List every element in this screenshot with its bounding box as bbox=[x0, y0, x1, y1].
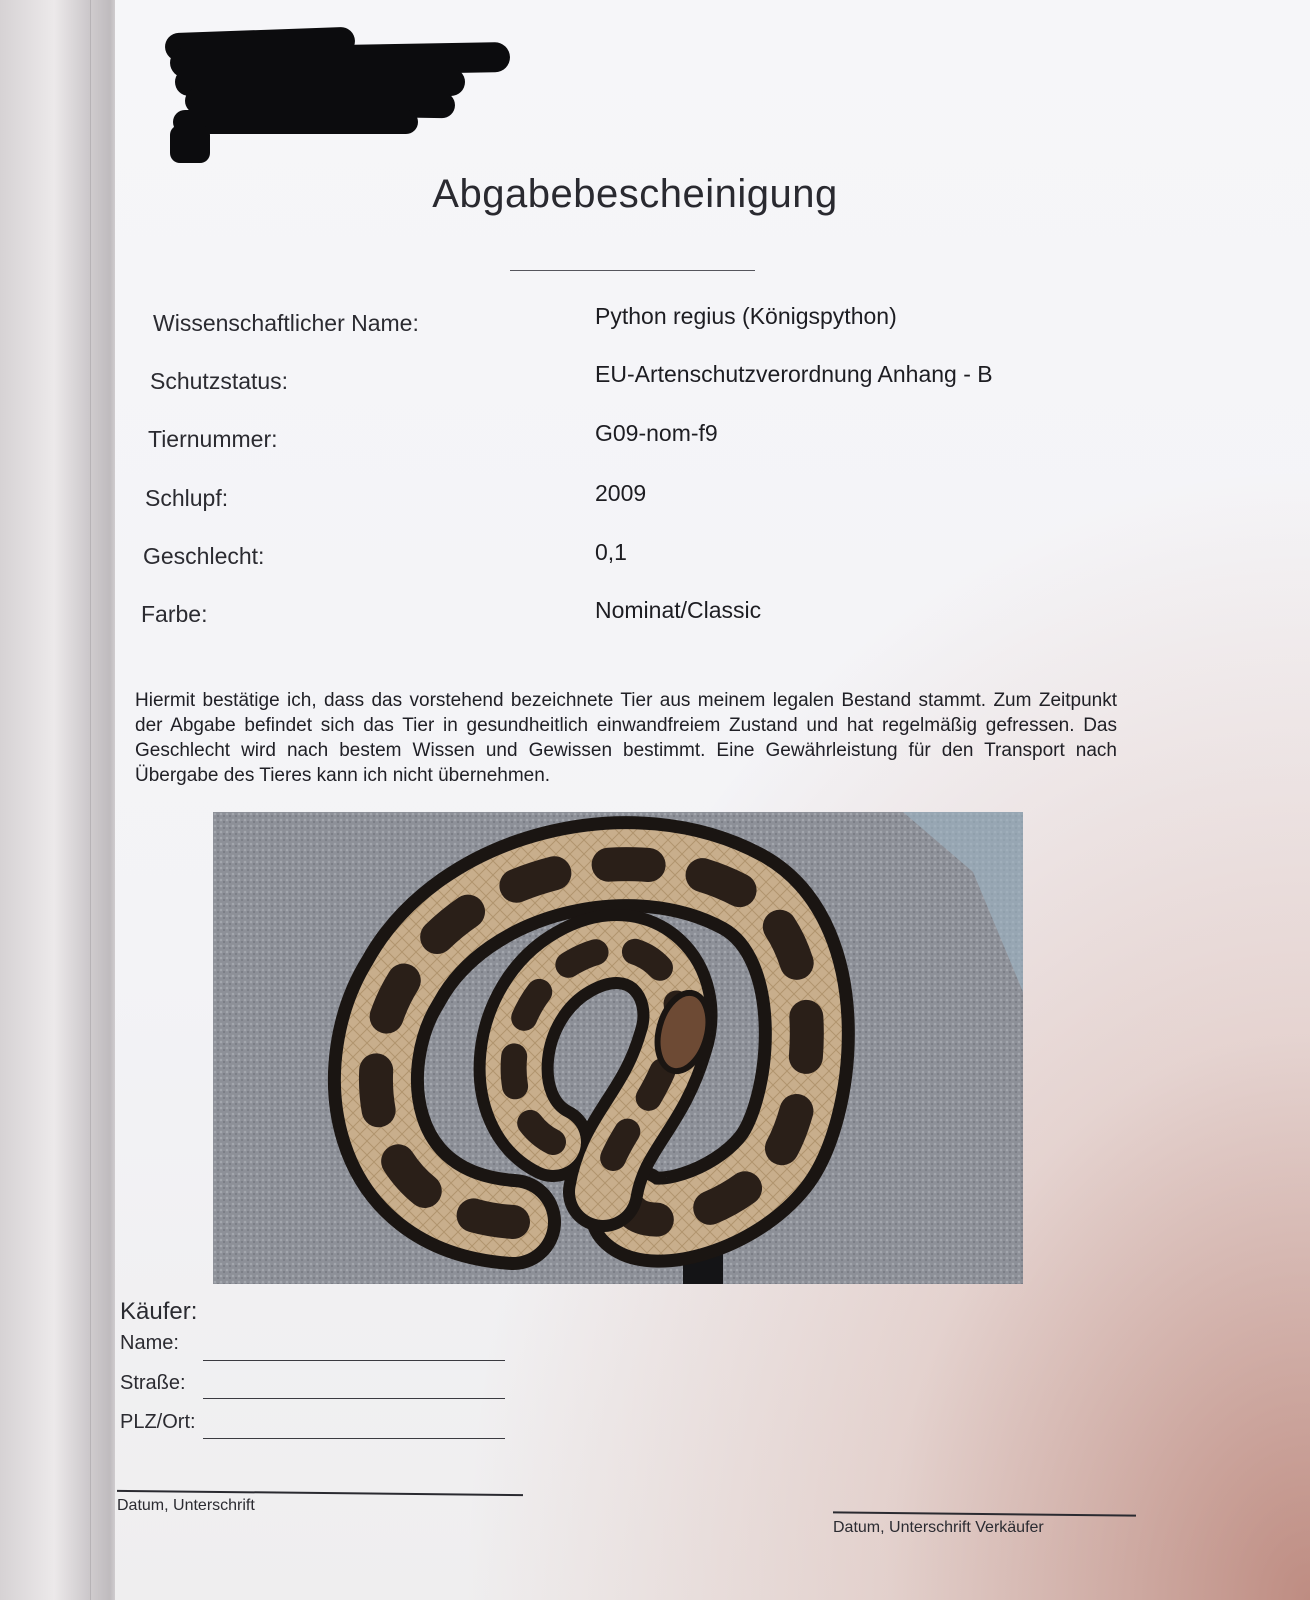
field-label-animal-number: Tiernummer: bbox=[148, 426, 278, 452]
field-value-protection-status: EU-Artenschutzverordnung Anhang - B bbox=[595, 361, 993, 387]
underlying-page bbox=[0, 0, 91, 1600]
field-label-color: Farbe: bbox=[141, 601, 208, 627]
certificate-page bbox=[115, 0, 1310, 1600]
field-label-protection-status: Schutzstatus: bbox=[150, 368, 289, 394]
declaration-paragraph: Hiermit bestätige ich, dass das vorstehend bezeichnete Tier aus meinem legalen Bestand stammt. Zum Zeitpunkt der Abgabe befindet sich das Tier in gesundheitlich einwandfreiem Zustand und hat regelmäßig gefressen. Das Geschlecht wird nach bestem Wissen und Gewissen bestimmt. Eine Gewährleistung für den Transport nach Übergabe des Tieres kann ich nicht übernehmen. bbox=[135, 690, 1117, 786]
field-value-sex: 0,1 bbox=[595, 539, 627, 565]
field-value-hatch: 2009 bbox=[595, 480, 647, 506]
buyer-street-label: Straße: bbox=[120, 1372, 186, 1394]
field-value-scientific-name: Python regius (Königspython) bbox=[595, 303, 897, 329]
buyer-city-label: PLZ/Ort: bbox=[120, 1411, 196, 1433]
buyer-signature-label: Datum, Unterschrift bbox=[117, 1497, 255, 1514]
field-value-animal-number: G09-nom-f9 bbox=[595, 420, 718, 446]
snake-photo bbox=[213, 812, 1023, 1284]
title-divider bbox=[510, 270, 755, 271]
field-label-hatch: Schlupf: bbox=[145, 485, 229, 511]
buyer-city-line bbox=[203, 1438, 505, 1439]
seller-signature-line bbox=[833, 1511, 1136, 1516]
buyer-street-line bbox=[203, 1398, 505, 1399]
buyer-signature-line bbox=[117, 1490, 523, 1496]
document-title: Abgabebescheinigung bbox=[432, 172, 838, 216]
buyer-heading: Käufer: bbox=[120, 1298, 198, 1325]
field-label-sex: Geschlecht: bbox=[143, 543, 265, 569]
field-value-color: Nominat/Classic bbox=[595, 597, 762, 623]
seller-signature-label: Datum, Unterschrift Verkäufer bbox=[833, 1519, 1044, 1536]
buyer-name-label: Name: bbox=[120, 1332, 179, 1354]
field-label-scientific-name: Wissenschaftlicher Name: bbox=[153, 310, 419, 336]
buyer-name-line bbox=[203, 1360, 505, 1361]
